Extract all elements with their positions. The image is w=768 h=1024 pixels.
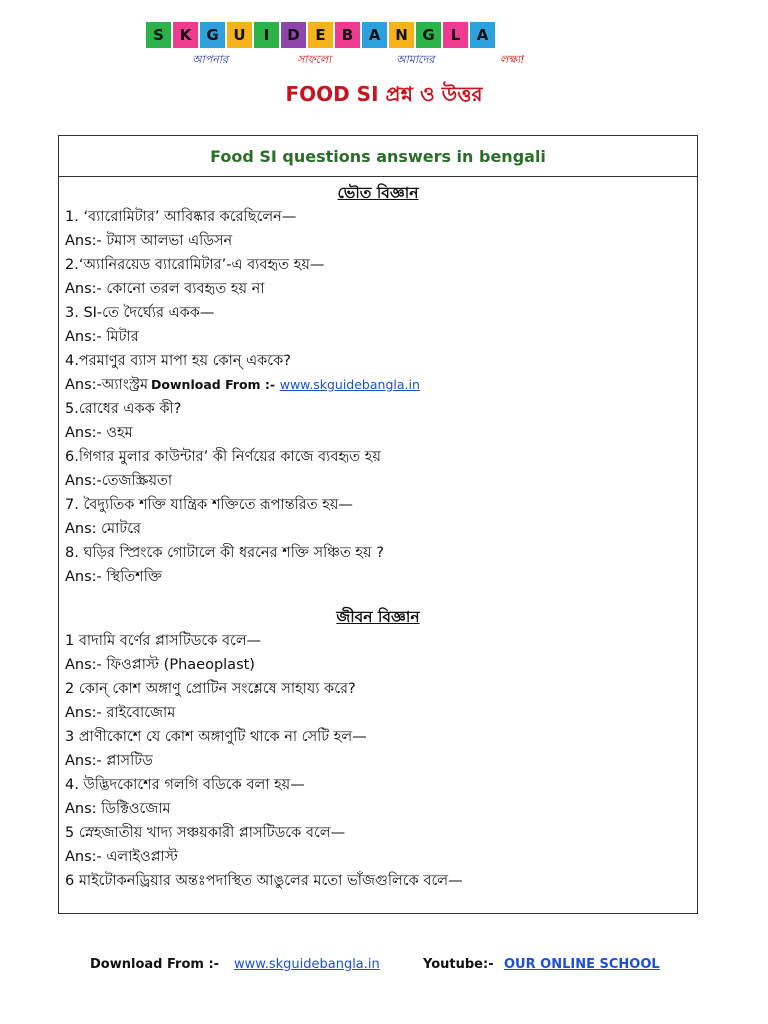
tagline-word: সাফল্যে: [297, 53, 332, 66]
qa-line: Ans:- ওহম: [65, 425, 133, 441]
site-logo: [146, 22, 495, 48]
qa-line: 1 বাদামি বর্ণের প্লাসটিডকে বলে—: [65, 633, 262, 649]
qa-line-with-download: [65, 373, 691, 397]
logo-tile: K: [173, 22, 198, 48]
download-link[interactable]: www.skguidebangla.in: [279, 377, 420, 392]
qa-line: Ans:- এলাইওপ্লাস্ট: [65, 849, 178, 865]
tagline-word: আপনার: [192, 53, 229, 66]
qa-line: 3 প্রাণীকোশে যে কোশ অঙ্গাণুটি থাকে না সেটি হল—: [65, 729, 367, 745]
qa-line: Ans:- ফিওপ্লাস্ট (Phaeoplast): [65, 657, 255, 673]
qa-line: 2 কোন্ কোশ অঙ্গাণু প্রোটিন সংশ্লেষে সাহায্য করে?: [65, 681, 356, 697]
qa-line: 8. ঘড়ির স্প্রিংকে গোটালে কী ধরনের শক্তি সঞ্চিত হয় ?: [65, 545, 384, 561]
logo-tile: D: [281, 22, 306, 48]
qa-line: Ans: মোটরে: [65, 521, 141, 537]
qa-line: Ans:- টমাস আলভা এডিসন: [65, 233, 233, 249]
section-spacer: [65, 589, 691, 605]
footer-download-link[interactable]: www.skguidebangla.in: [234, 957, 380, 972]
qa-line: 7. বৈদ্যুতিক শক্তি যান্ত্রিক শক্তিতে রূপান্তরিত হয়—: [65, 497, 353, 513]
logo-tile: U: [227, 22, 252, 48]
qa-line: Ans:- কোনো তরল ব্যবহৃত হয় না: [65, 281, 265, 297]
qa-line: Ans: ডিক্টিওজোম: [65, 801, 171, 817]
box-heading: Food SI questions answers in bengali: [59, 136, 697, 177]
qa-line: 5.রোধের একক কী?: [65, 401, 182, 417]
logo-tile: I: [254, 22, 279, 48]
qa-line: 6 মাইটোকনড্রিয়ার অন্তঃপদাস্থিত আঙুলের মতো ভাঁজগুলিকে বলে—: [65, 873, 463, 889]
qa-line: 4. উদ্ভিদকোশের গলগি বডিকে বলা হয়—: [65, 777, 305, 793]
logo-tile: N: [389, 22, 414, 48]
logo-tile: G: [200, 22, 225, 48]
tagline: [0, 51, 768, 69]
section-heading-life-science: [65, 605, 691, 629]
logo-tile: E: [308, 22, 333, 48]
qa-line: 5 স্নেহজাতীয় খাদ্য সঞ্চয়কারী প্লাসটিডকে বলে—: [65, 825, 346, 841]
tagline-word: আমাদের: [396, 53, 435, 66]
logo-tile: A: [362, 22, 387, 48]
section-heading-text: জীবন বিজ্ঞান: [336, 608, 420, 626]
section-heading-physics: [65, 181, 691, 205]
qa-line: Ans:- রাইবোজোম: [65, 705, 176, 721]
download-label: Download From :-: [151, 377, 276, 392]
qa-line: Ans:- মিটার: [65, 329, 139, 345]
footer-download-label: Download From :-: [90, 957, 220, 972]
qa-line: 2.‘অ্যানিরয়েড ব্যারোমিটার’-এ ব্যবহৃত হয়—: [65, 257, 325, 273]
content-box: [58, 135, 698, 914]
footer-youtube-label: Youtube:-: [423, 957, 494, 972]
logo-tile: L: [443, 22, 468, 48]
answer-text: Ans:-অ্যাংস্ট্রম: [65, 377, 149, 393]
tagline-word: লক্ষ্য!: [500, 53, 525, 66]
qa-line: Ans:-তেজস্ক্রিয়তা: [65, 473, 173, 489]
qa-line: 6.গিগার মুলার কাউন্টার’ কী নির্ণয়ের কাজে ব্যবহৃত হয়: [65, 449, 381, 465]
qa-line: 4.পরমাণুর ব্যাস মাপা হয় কোন্ এককে?: [65, 353, 291, 369]
logo-tile: A: [470, 22, 495, 48]
footer-youtube-link[interactable]: OUR ONLINE SCHOOL: [504, 957, 660, 972]
page-title: FOOD SI প্রশ্ন ও উত্তর: [285, 82, 483, 106]
qa-line: Ans:- স্থিতিশক্তি: [65, 569, 162, 585]
qa-line: 3. SI-তে দৈর্ঘ্যের একক—: [65, 305, 215, 321]
logo-tile: G: [416, 22, 441, 48]
box-body: [59, 177, 697, 893]
qa-line: Ans:- প্লাসটিড: [65, 753, 153, 769]
logo-tile: S: [146, 22, 171, 48]
section-heading-text: ভৌত বিজ্ঞান: [337, 184, 419, 202]
qa-line: 1. ‘ব্যারোমিটার’ আবিষ্কার করেছিলেন—: [65, 209, 297, 225]
logo-tile: B: [335, 22, 360, 48]
page-footer: [0, 957, 768, 977]
